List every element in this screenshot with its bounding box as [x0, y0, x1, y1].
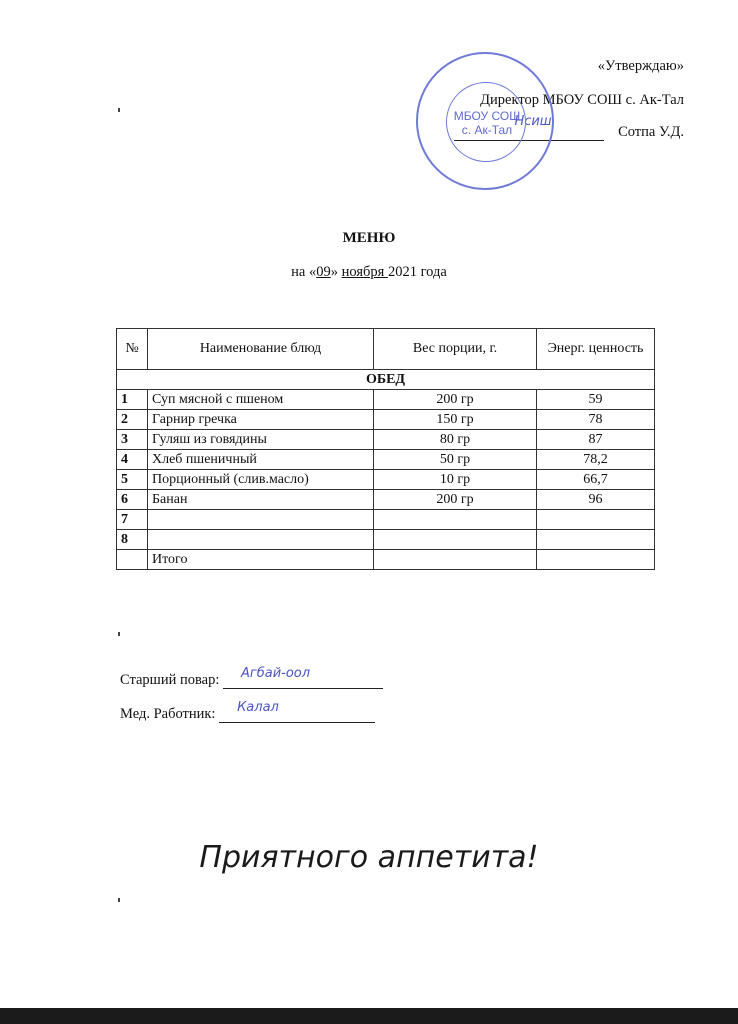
scan-speck	[118, 898, 120, 902]
row-weight: 200 гр	[374, 390, 537, 410]
row-number: 7	[117, 510, 148, 530]
cook-signature-row	[120, 666, 383, 689]
cook-signature: Агбай-оол	[241, 666, 311, 681]
row-energy: 59	[537, 390, 655, 410]
header-number: №	[117, 329, 148, 370]
row-number: 2	[117, 410, 148, 430]
menu-table	[116, 328, 655, 570]
row-dish-name	[148, 530, 374, 550]
table-row	[117, 530, 655, 550]
cook-signature-line	[223, 666, 383, 689]
approval-director: Директор МБОУ СОШ с. Ак-Тал	[480, 92, 684, 108]
table-row	[117, 450, 655, 470]
date-year: 2021 года	[387, 264, 447, 280]
row-dish-name: Итого	[148, 550, 374, 570]
row-weight	[374, 530, 537, 550]
row-number	[117, 550, 148, 570]
row-weight: 200 гр	[374, 490, 537, 510]
stamp-center-line2: с. Ак-Тал	[461, 123, 513, 137]
row-energy: 96	[537, 490, 655, 510]
row-energy	[537, 530, 655, 550]
row-weight: 10 гр	[374, 470, 537, 490]
closing-message: Приятного аппетита!	[199, 840, 539, 875]
medic-signature-row	[120, 700, 375, 723]
date-day: 09	[316, 264, 331, 280]
page-title: МЕНЮ	[342, 230, 396, 246]
table-row	[117, 470, 655, 490]
row-dish-name: Суп мясной с пшеном	[148, 390, 374, 410]
row-dish-name: Банан	[148, 490, 374, 510]
row-energy: 66,7	[537, 470, 655, 490]
table-header-row	[117, 329, 655, 370]
row-number: 3	[117, 430, 148, 450]
scan-edge-bar	[0, 1008, 738, 1024]
header-dish-name: Наименование блюд	[148, 329, 374, 370]
table-row	[117, 490, 655, 510]
approval-heading: «Утверждаю»	[597, 58, 684, 74]
cook-label: Старший повар:	[120, 672, 220, 688]
row-energy	[537, 550, 655, 570]
medic-label: Мед. Работник:	[120, 706, 216, 722]
row-dish-name	[148, 510, 374, 530]
row-weight: 80 гр	[374, 430, 537, 450]
row-energy: 87	[537, 430, 655, 450]
director-signature: Нсиш	[514, 114, 552, 129]
director-name: Сотпа У.Д.	[618, 124, 684, 140]
row-number: 8	[117, 530, 148, 550]
row-energy: 78	[537, 410, 655, 430]
table-row	[117, 410, 655, 430]
row-dish-name: Гуляш из говядины	[148, 430, 374, 450]
table-row	[117, 430, 655, 450]
row-dish-name: Хлеб пшеничный	[148, 450, 374, 470]
table-row	[117, 510, 655, 530]
row-number: 6	[117, 490, 148, 510]
menu-date	[0, 264, 738, 281]
row-number: 4	[117, 450, 148, 470]
medic-signature-line	[219, 700, 375, 723]
scan-speck	[118, 108, 120, 112]
table-row	[117, 550, 655, 570]
row-weight	[374, 510, 537, 530]
date-month: ноября	[341, 264, 388, 280]
scan-speck	[118, 632, 120, 636]
row-number: 5	[117, 470, 148, 490]
section-lunch: ОБЕД	[117, 370, 655, 390]
row-energy	[537, 510, 655, 530]
header-portion-weight: Вес порции, г.	[374, 329, 537, 370]
header-energy: Энерг. ценность	[537, 329, 655, 370]
school-stamp	[416, 52, 554, 190]
section-row	[117, 370, 655, 390]
row-weight: 50 гр	[374, 450, 537, 470]
medic-signature: Калал	[237, 700, 279, 715]
row-energy: 78,2	[537, 450, 655, 470]
row-weight: 150 гр	[374, 410, 537, 430]
row-dish-name: Порционный (слив.масло)	[148, 470, 374, 490]
date-prefix: на «	[291, 264, 317, 280]
row-number: 1	[117, 390, 148, 410]
row-dish-name: Гарнир гречка	[148, 410, 374, 430]
row-weight	[374, 550, 537, 570]
table-row	[117, 390, 655, 410]
stamp-center-line1: МБОУ СОШ	[453, 109, 521, 123]
date-mid: »	[330, 264, 342, 280]
